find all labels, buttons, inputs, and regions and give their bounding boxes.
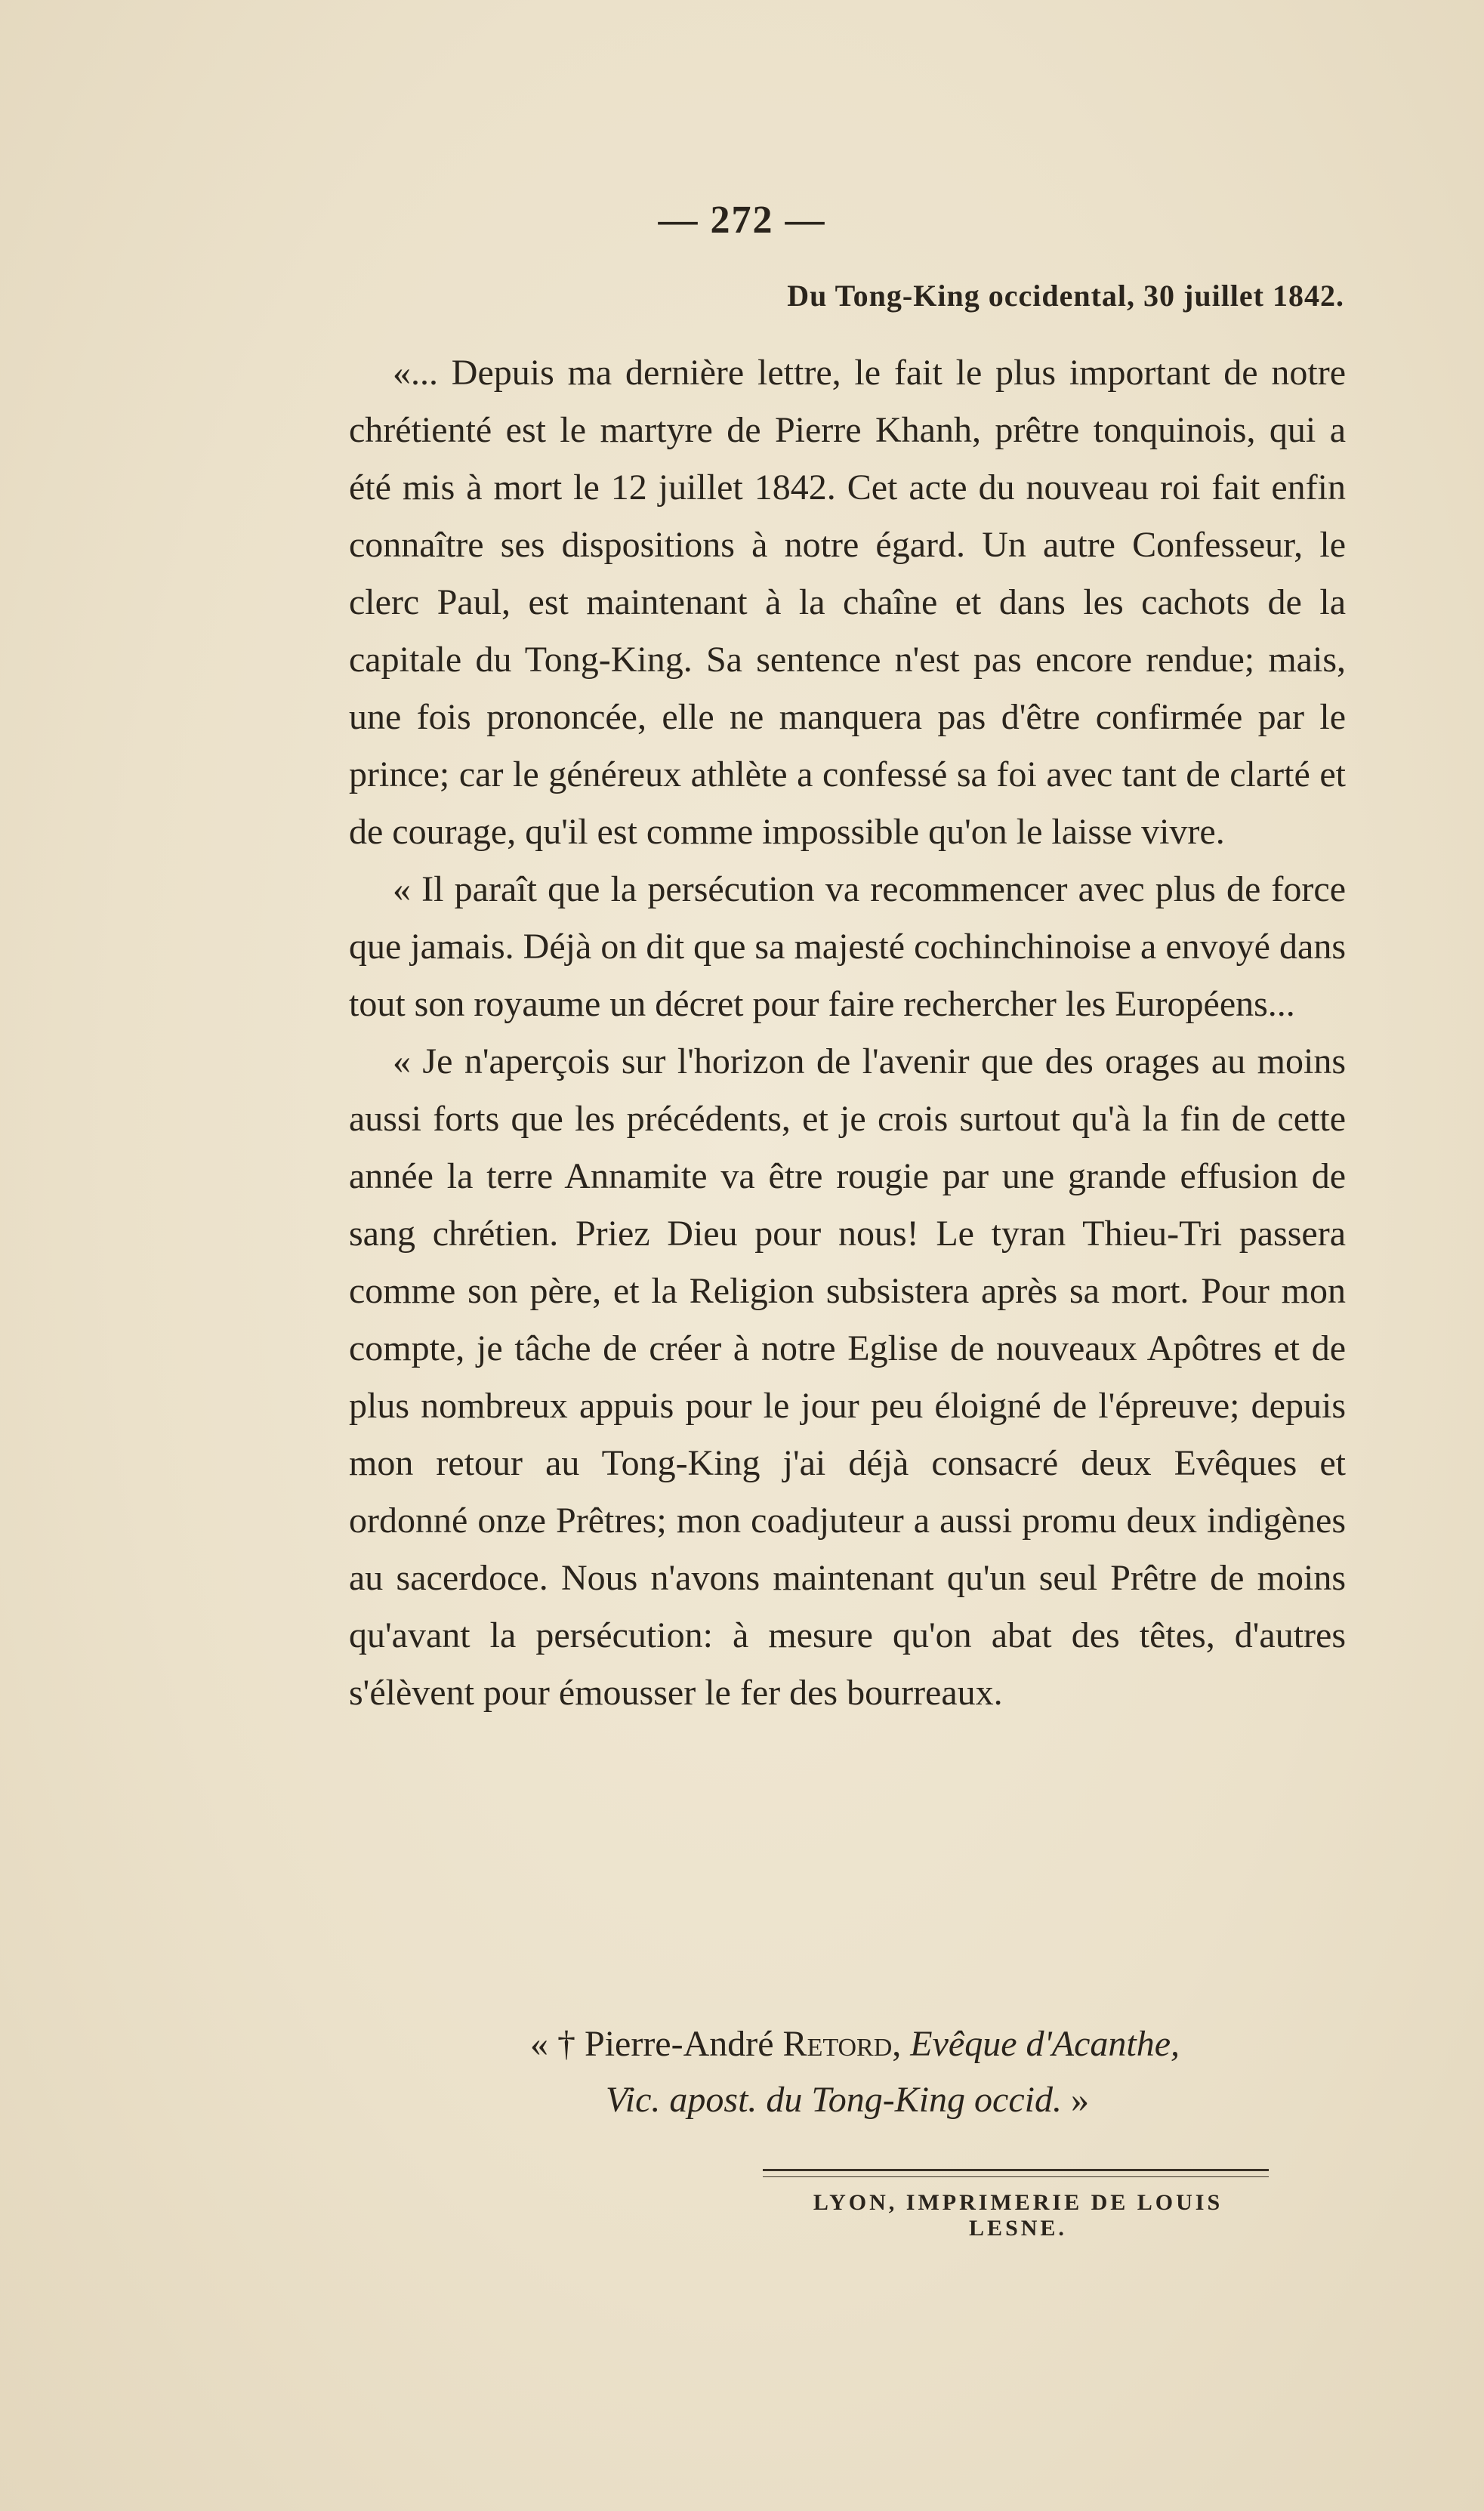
signature-line-1 bbox=[349, 2016, 1346, 2072]
footer-rule bbox=[763, 2169, 1269, 2171]
signature-block bbox=[349, 2016, 1346, 2128]
page-number: — 272 — bbox=[658, 199, 826, 242]
paragraph-3: « Je n'aperçois sur l'horizon de l'avenir que des orages au moins aussi forts que les précédents, et je crois surtout qu'à la fin de cette année la terre Annamite va être rougie par une grande effusion de sang chrétien. Priez Dieu pour nous! Le tyran Thieu-Tri passera comme son père, et la Religion subsistera après sa mort. Pour mon compte, je tâche de créer à notre Eglise de nouveaux Apôtres et de plus nombreux appuis pour le jour peu éloigné de l'épreuve; depuis mon retour au Tong-King j'ai déjà consacré deux Evêques et ordonné onze Prêtres; mon coadjuteur a aussi promu deux indigènes au sacerdoce. Nous n'avons maintenant qu'un seul Prêtre de moins qu'avant la persécution: à mesure qu'on abat des têtes, d'autres s'élèvent pour émousser le fer des bourreaux. bbox=[349, 1041, 1346, 1713]
signature-name: Retord bbox=[782, 2024, 893, 2064]
printer-imprint: LYON, IMPRIMERIE DE LOUIS LESNE. bbox=[813, 2190, 1223, 2241]
footer-rule-thin bbox=[763, 2176, 1269, 2177]
dateline: Du Tong-King occidental, 30 juillet 1842. bbox=[787, 279, 1344, 313]
signature-close: » bbox=[1061, 2080, 1089, 2120]
signature-title: Evêque d'Acanthe, bbox=[910, 2024, 1180, 2064]
signature-vicariate: Vic. apost. du Tong-King occid. bbox=[606, 2080, 1062, 2120]
paragraph-1: «... Depuis ma dernière lettre, le fait le plus important de notre chrétienté est le martyre de Pierre Khanh, prêtre tonquinois, qui a été mis à mort le 12 juillet 1842. Cet acte du nouveau roi fait enfin connaître ses dispositions à notre égard. Un autre Confesseur, le clerc Paul, est maintenant à la chaîne et dans les cachots de la capitale du Tong-King. Sa sentence n'est pas encore rendue; mais, une fois prononcée, elle ne manquera pas d'être confirmée par le prince; car le généreux athlète a confessé sa foi avec tant de clarté et de courage, qu'il est comme impossible qu'on le laisse vivre. bbox=[349, 353, 1346, 852]
signature-line-2 bbox=[349, 2072, 1346, 2128]
signature-separator: , bbox=[892, 2024, 911, 2064]
signature-prefix: « † Pierre-André bbox=[530, 2024, 783, 2064]
letter-body bbox=[349, 344, 1346, 1722]
paragraph-2: « Il paraît que la persécution va recommencer avec plus de force que jamais. Déjà on dit que sa majesté cochinchinoise a envoyé dans tout son royaume un décret pour faire rechercher les Européens... bbox=[349, 869, 1346, 1024]
